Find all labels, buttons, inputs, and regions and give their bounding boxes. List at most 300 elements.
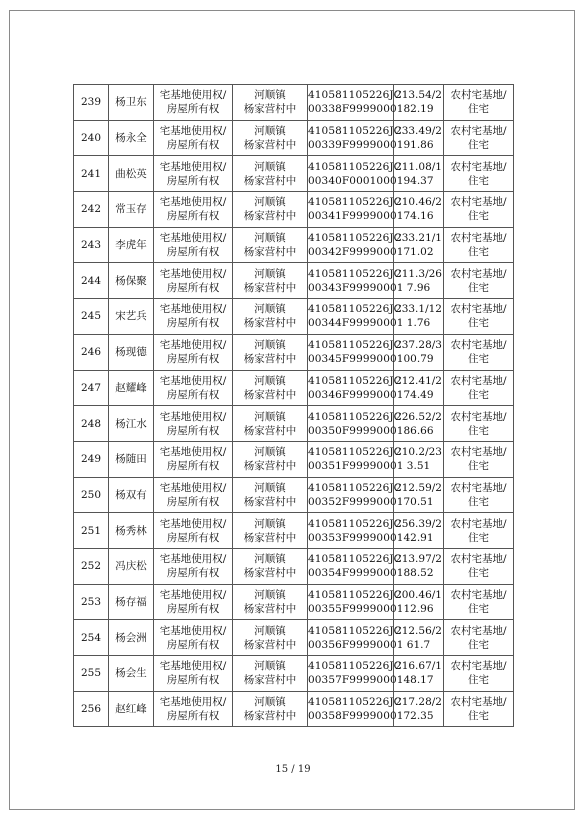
unit-code-line-2: 00350F99990001	[308, 424, 404, 437]
table-row	[74, 85, 514, 121]
location-line-1: 河顺镇	[254, 374, 286, 387]
area-line-1: 213.54/2	[395, 89, 442, 102]
unit-code-line-1: 410581105226JC	[308, 196, 402, 209]
land-use-line-2: 住宅	[468, 495, 489, 508]
unit-code	[308, 513, 404, 549]
unit-code-line-2: 00346F99990001	[308, 388, 404, 401]
right-type-line-2: 房屋所有权	[166, 710, 220, 723]
unit-code	[308, 477, 404, 513]
area-line-2: 70.51	[403, 495, 434, 508]
right-type-line-2: 房屋所有权	[166, 210, 220, 223]
right-type-line-2: 房屋所有权	[166, 674, 220, 687]
unit-code-line-1: 410581105226JC	[308, 588, 402, 601]
unit-code	[308, 584, 404, 620]
location-line-1: 河顺镇	[254, 160, 286, 173]
table-row	[74, 656, 514, 692]
row-number: 253	[74, 584, 109, 620]
land-use-line-1: 农村宅基地/	[450, 125, 507, 138]
right-type	[154, 620, 233, 656]
table-row	[74, 299, 514, 335]
right-type-line-1: 宅基地使用权/	[159, 624, 227, 637]
unit-code	[308, 441, 404, 477]
unit-code-line-2: 00342F99990001	[308, 246, 404, 259]
land-use-line-1: 农村宅基地/	[450, 160, 507, 173]
right-type-line-1: 宅基地使用权/	[159, 267, 227, 280]
right-type-line-2: 房屋所有权	[166, 424, 220, 437]
land-use-line-1: 农村宅基地/	[450, 374, 507, 387]
location-line-1: 河顺镇	[254, 588, 286, 601]
area-line-1: 213.97/2	[395, 553, 442, 566]
location-line-1: 河顺镇	[254, 89, 286, 102]
location	[233, 192, 308, 228]
owner-name: 杨卫东	[109, 85, 154, 121]
area-line-1: 211.3/26	[395, 267, 442, 280]
area-line-1: 233.1/12	[395, 303, 442, 316]
unit-code-line-1: 410581105226JC	[308, 232, 402, 245]
right-type-line-1: 宅基地使用权/	[159, 696, 227, 709]
owner-name: 宋艺兵	[109, 299, 154, 335]
area-line-2: 61.7	[406, 638, 431, 651]
land-use-line-2: 住宅	[468, 674, 489, 687]
land-use-line-1: 农村宅基地/	[450, 196, 507, 209]
land-use	[444, 192, 514, 228]
row-number: 252	[74, 548, 109, 584]
land-use-line-2: 住宅	[468, 460, 489, 473]
table-row	[74, 263, 514, 299]
table-row	[74, 620, 514, 656]
right-type	[154, 156, 233, 192]
owner-name: 李虎年	[109, 227, 154, 263]
land-use-line-2: 住宅	[468, 281, 489, 294]
location	[233, 620, 308, 656]
row-number: 240	[74, 120, 109, 156]
table-row	[74, 477, 514, 513]
row-number: 245	[74, 299, 109, 335]
land-use-line-2: 住宅	[468, 424, 489, 437]
land-use-line-2: 住宅	[468, 139, 489, 152]
land-use-line-1: 农村宅基地/	[450, 553, 507, 566]
land-use-line-2: 住宅	[468, 567, 489, 580]
land-use	[444, 263, 514, 299]
location-line-2: 杨家营村中	[243, 353, 297, 366]
right-type-line-1: 宅基地使用权/	[159, 196, 227, 209]
location	[233, 441, 308, 477]
location-line-1: 河顺镇	[254, 232, 286, 245]
land-use-line-1: 农村宅基地/	[450, 481, 507, 494]
land-use	[444, 370, 514, 406]
area-line-2: 74.49	[403, 388, 434, 401]
right-type	[154, 548, 233, 584]
land-use-line-2: 住宅	[468, 210, 489, 223]
area-line-1: 212.59/2	[395, 481, 442, 494]
table-row	[74, 548, 514, 584]
location-line-2: 杨家营村中	[243, 210, 297, 223]
location	[233, 406, 308, 442]
area-line-1: 226.52/2	[395, 410, 442, 423]
right-type-line-1: 宅基地使用权/	[159, 553, 227, 566]
unit-code-line-2: 00344F99990001	[308, 317, 404, 330]
unit-code-line-1: 410581105226JC	[308, 267, 402, 280]
location-line-2: 杨家营村中	[243, 246, 297, 259]
location-line-1: 河顺镇	[254, 125, 286, 138]
unit-code-line-2: 00340F00010001	[308, 174, 404, 187]
location	[233, 656, 308, 692]
land-use-line-1: 农村宅基地/	[450, 339, 507, 352]
land-use	[444, 513, 514, 549]
unit-code-line-2: 00356F99990001	[308, 638, 404, 651]
land-use-line-1: 农村宅基地/	[450, 303, 507, 316]
table-row	[74, 370, 514, 406]
location	[233, 513, 308, 549]
location-line-2: 杨家营村中	[243, 460, 297, 473]
row-number: 250	[74, 477, 109, 513]
unit-code-line-1: 410581105226JC	[308, 696, 402, 709]
unit-code-line-2: 00343F99990001	[308, 281, 404, 294]
unit-code	[308, 370, 404, 406]
land-use-line-2: 住宅	[468, 388, 489, 401]
unit-code-line-1: 410581105226JC	[308, 339, 402, 352]
row-number: 254	[74, 620, 109, 656]
location-line-2: 杨家营村中	[243, 567, 297, 580]
owner-name: 赵红峰	[109, 691, 154, 727]
unit-code-line-1: 410581105226JC	[308, 553, 402, 566]
land-use-line-1: 农村宅基地/	[450, 696, 507, 709]
area-line-1: 210.46/2	[395, 196, 442, 209]
right-type-line-1: 宅基地使用权/	[159, 160, 227, 173]
owner-name: 杨双有	[109, 477, 154, 513]
unit-code	[308, 691, 404, 727]
area-line-2: 86.66	[403, 424, 434, 437]
unit-code-line-2: 00355F99990001	[308, 602, 404, 615]
land-use-line-2: 住宅	[468, 246, 489, 259]
right-type-line-1: 宅基地使用权/	[159, 89, 227, 102]
unit-code-line-2: 00353F99990001	[308, 531, 404, 544]
area-line-2: 91.86	[403, 139, 434, 152]
unit-code	[308, 263, 404, 299]
right-type	[154, 441, 233, 477]
location-line-2: 杨家营村中	[243, 174, 297, 187]
location	[233, 477, 308, 513]
unit-code-line-1: 410581105226JC	[308, 624, 402, 637]
area-line-2: 3.51	[406, 460, 431, 473]
land-use	[444, 299, 514, 335]
unit-code	[308, 656, 404, 692]
land-use	[444, 548, 514, 584]
area-line-2: 74.16	[403, 210, 434, 223]
row-number: 248	[74, 406, 109, 442]
location-line-2: 杨家营村中	[243, 103, 297, 116]
right-type	[154, 192, 233, 228]
row-number: 255	[74, 656, 109, 692]
location-line-1: 河顺镇	[254, 267, 286, 280]
unit-code-line-2: 00339F99990001	[308, 139, 404, 152]
table-row	[74, 513, 514, 549]
land-use	[444, 584, 514, 620]
owner-name: 曲松英	[109, 156, 154, 192]
area-line-2: 88.52	[403, 567, 434, 580]
right-type-line-2: 房屋所有权	[166, 103, 220, 116]
location-line-1: 河顺镇	[254, 696, 286, 709]
area-line-1: 212.56/2	[395, 624, 442, 637]
row-number: 241	[74, 156, 109, 192]
land-use-line-2: 住宅	[468, 317, 489, 330]
table-row	[74, 156, 514, 192]
right-type-line-1: 宅基地使用权/	[159, 374, 227, 387]
area-line-1: 200.46/1	[395, 588, 442, 601]
area-line-1: 217.28/2	[395, 696, 442, 709]
right-type-line-1: 宅基地使用权/	[159, 660, 227, 673]
land-use-line-2: 住宅	[468, 710, 489, 723]
right-type-line-2: 房屋所有权	[166, 388, 220, 401]
owner-name: 常玉存	[109, 192, 154, 228]
land-use	[444, 477, 514, 513]
area-line-1: 233.21/1	[395, 232, 442, 245]
location-line-1: 河顺镇	[254, 196, 286, 209]
unit-code-line-1: 410581105226JC	[308, 446, 402, 459]
right-type-line-1: 宅基地使用权/	[159, 232, 227, 245]
location-line-1: 河顺镇	[254, 481, 286, 494]
right-type-line-2: 房屋所有权	[166, 602, 220, 615]
right-type-line-2: 房屋所有权	[166, 317, 220, 330]
unit-code	[308, 156, 404, 192]
unit-code	[308, 192, 404, 228]
location	[233, 691, 308, 727]
right-type-line-1: 宅基地使用权/	[159, 125, 227, 138]
unit-code-line-2: 00357F99990001	[308, 674, 404, 687]
location	[233, 584, 308, 620]
area-line-1: 237.28/3	[395, 339, 442, 352]
table-row	[74, 120, 514, 156]
area-line-2: 7.96	[406, 281, 431, 294]
owner-name: 杨随田	[109, 441, 154, 477]
land-use-line-1: 农村宅基地/	[450, 446, 507, 459]
unit-code-line-2: 00352F99990001	[308, 495, 404, 508]
right-type	[154, 584, 233, 620]
location-line-2: 杨家营村中	[243, 317, 297, 330]
unit-code	[308, 548, 404, 584]
location	[233, 156, 308, 192]
area-line-2: 1.76	[406, 317, 431, 330]
land-use-line-2: 住宅	[468, 103, 489, 116]
land-use-line-1: 农村宅基地/	[450, 517, 507, 530]
owner-name: 杨永全	[109, 120, 154, 156]
location	[233, 85, 308, 121]
area-line-2: 94.37	[403, 174, 434, 187]
right-type-line-1: 宅基地使用权/	[159, 303, 227, 316]
owner-name: 杨现德	[109, 334, 154, 370]
location	[233, 370, 308, 406]
unit-code-line-1: 410581105226JC	[308, 303, 402, 316]
land-use-line-1: 农村宅基地/	[450, 267, 507, 280]
right-type	[154, 477, 233, 513]
registration-table	[73, 84, 514, 727]
location-line-1: 河顺镇	[254, 303, 286, 316]
area-line-2: 42.91	[403, 531, 434, 544]
land-use	[444, 120, 514, 156]
right-type-line-1: 宅基地使用权/	[159, 410, 227, 423]
owner-name: 杨会洲	[109, 620, 154, 656]
location	[233, 334, 308, 370]
right-type	[154, 263, 233, 299]
table-row	[74, 334, 514, 370]
right-type-line-2: 房屋所有权	[166, 139, 220, 152]
right-type	[154, 513, 233, 549]
unit-code	[308, 620, 404, 656]
land-use	[444, 156, 514, 192]
area-line-2: 48.17	[403, 674, 434, 687]
unit-code	[308, 406, 404, 442]
right-type-line-2: 房屋所有权	[166, 460, 220, 473]
right-type-line-1: 宅基地使用权/	[159, 339, 227, 352]
location-line-2: 杨家营村中	[243, 495, 297, 508]
row-number: 243	[74, 227, 109, 263]
location-line-1: 河顺镇	[254, 660, 286, 673]
unit-code-line-2: 00351F99990001	[308, 460, 404, 473]
table-row	[74, 227, 514, 263]
location-line-2: 杨家营村中	[243, 710, 297, 723]
row-number: 242	[74, 192, 109, 228]
land-use	[444, 691, 514, 727]
unit-code	[308, 85, 404, 121]
table-row	[74, 441, 514, 477]
right-type-line-1: 宅基地使用权/	[159, 588, 227, 601]
right-type-line-2: 房屋所有权	[166, 353, 220, 366]
location	[233, 120, 308, 156]
right-type	[154, 334, 233, 370]
area-line-2: 71.02	[403, 246, 434, 259]
land-use-line-1: 农村宅基地/	[450, 588, 507, 601]
land-use-line-2: 住宅	[468, 174, 489, 187]
table-row	[74, 691, 514, 727]
row-number: 249	[74, 441, 109, 477]
owner-name: 冯庆松	[109, 548, 154, 584]
unit-code	[308, 227, 404, 263]
area-line-2: 72.35	[403, 710, 434, 723]
right-type-line-1: 宅基地使用权/	[159, 481, 227, 494]
location-line-2: 杨家营村中	[243, 424, 297, 437]
land-use	[444, 620, 514, 656]
right-type-line-2: 房屋所有权	[166, 281, 220, 294]
row-number: 239	[74, 85, 109, 121]
owner-name: 杨会生	[109, 656, 154, 692]
location-line-2: 杨家营村中	[243, 638, 297, 651]
right-type	[154, 120, 233, 156]
land-use	[444, 406, 514, 442]
right-type	[154, 656, 233, 692]
unit-code-line-1: 410581105226JC	[308, 517, 402, 530]
land-use-line-1: 农村宅基地/	[450, 232, 507, 245]
right-type	[154, 370, 233, 406]
location-line-2: 杨家营村中	[243, 531, 297, 544]
owner-name: 杨江水	[109, 406, 154, 442]
location-line-1: 河顺镇	[254, 446, 286, 459]
page-number: 15 / 19	[275, 764, 311, 775]
area-line-1: 210.2/23	[395, 446, 442, 459]
right-type	[154, 85, 233, 121]
right-type-line-2: 房屋所有权	[166, 246, 220, 259]
right-type	[154, 691, 233, 727]
location-line-1: 河顺镇	[254, 553, 286, 566]
unit-code-line-1: 410581105226JC	[308, 374, 402, 387]
table-body	[74, 85, 514, 727]
unit-code-line-2: 00345F99990001	[308, 353, 404, 366]
row-number: 244	[74, 263, 109, 299]
unit-code-line-2: 00341F99990001	[308, 210, 404, 223]
location-line-2: 杨家营村中	[243, 281, 297, 294]
owner-name: 杨存福	[109, 584, 154, 620]
right-type-line-2: 房屋所有权	[166, 531, 220, 544]
land-use-line-2: 住宅	[468, 638, 489, 651]
location-line-1: 河顺镇	[254, 624, 286, 637]
unit-code-line-2: 00354F99990001	[308, 567, 404, 580]
row-number: 247	[74, 370, 109, 406]
land-use	[444, 334, 514, 370]
unit-code	[308, 120, 404, 156]
right-type	[154, 406, 233, 442]
row-number: 251	[74, 513, 109, 549]
area-line-2: 00.79	[403, 353, 434, 366]
area-line-1: 216.67/1	[395, 660, 442, 673]
location	[233, 548, 308, 584]
location-line-1: 河顺镇	[254, 339, 286, 352]
unit-code	[308, 299, 404, 335]
land-use-line-2: 住宅	[468, 353, 489, 366]
area-line-2: 12.96	[403, 602, 434, 615]
location-line-1: 河顺镇	[254, 517, 286, 530]
location	[233, 227, 308, 263]
land-use-line-1: 农村宅基地/	[450, 624, 507, 637]
land-use-line-1: 农村宅基地/	[450, 410, 507, 423]
land-use	[444, 85, 514, 121]
row-number: 256	[74, 691, 109, 727]
location-line-2: 杨家营村中	[243, 602, 297, 615]
location-line-2: 杨家营村中	[243, 139, 297, 152]
unit-code-line-1: 410581105226JC	[308, 481, 402, 494]
owner-name: 杨秀林	[109, 513, 154, 549]
area-line-2: 82.19	[403, 103, 434, 116]
area-line-1: 233.49/2	[395, 125, 442, 138]
unit-code-line-1: 410581105226JC	[308, 125, 402, 138]
right-type-line-2: 房屋所有权	[166, 567, 220, 580]
land-use-line-1: 农村宅基地/	[450, 660, 507, 673]
owner-name: 赵耀峰	[109, 370, 154, 406]
location-line-1: 河顺镇	[254, 410, 286, 423]
row-number: 246	[74, 334, 109, 370]
owner-name: 杨保聚	[109, 263, 154, 299]
table-row	[74, 192, 514, 228]
land-use-line-2: 住宅	[468, 531, 489, 544]
right-type-line-2: 房屋所有权	[166, 495, 220, 508]
location	[233, 263, 308, 299]
unit-code-line-1: 410581105226JC	[308, 160, 402, 173]
unit-code-line-2: 00358F99990001	[308, 710, 404, 723]
unit-code-line-1: 410581105226JC	[308, 410, 402, 423]
unit-code-line-2: 00338F99990001	[308, 103, 404, 116]
area-line-1: 256.39/2	[395, 517, 442, 530]
land-use-line-2: 住宅	[468, 602, 489, 615]
right-type-line-1: 宅基地使用权/	[159, 446, 227, 459]
right-type-line-1: 宅基地使用权/	[159, 517, 227, 530]
unit-code-line-1: 410581105226JC	[308, 89, 402, 102]
area-line-1: 211.08/1	[395, 160, 442, 173]
table-row	[74, 406, 514, 442]
right-type	[154, 299, 233, 335]
land-use	[444, 227, 514, 263]
right-type-line-2: 房屋所有权	[166, 174, 220, 187]
right-type-line-2: 房屋所有权	[166, 638, 220, 651]
land-use	[444, 656, 514, 692]
right-type	[154, 227, 233, 263]
